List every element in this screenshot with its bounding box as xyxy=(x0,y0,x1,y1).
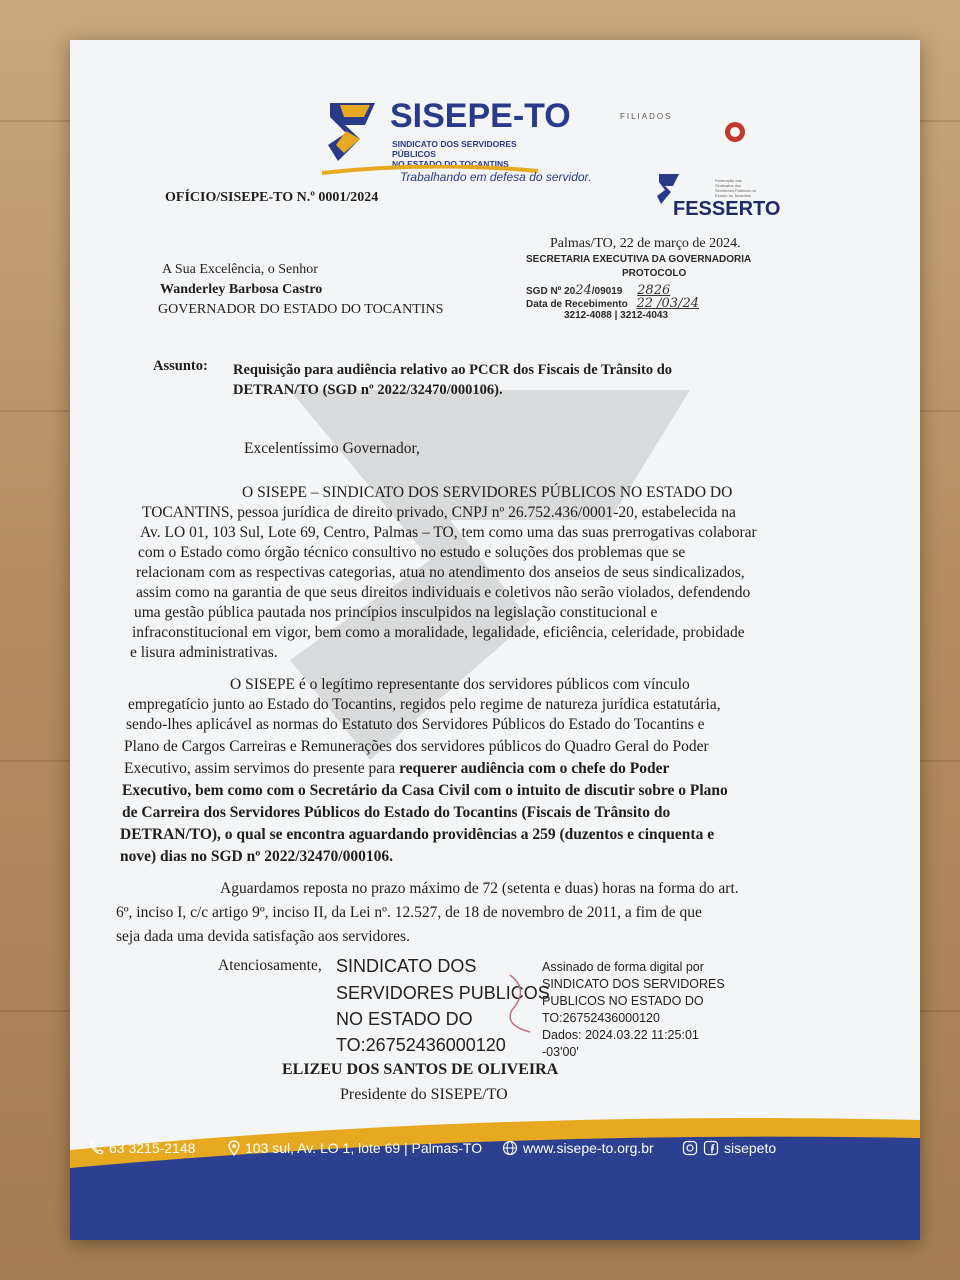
p3-line: 6º, inciso I, c/c artigo 9º, inciso II, da Lei nº. 12.527, de 18 de novembro de 2011, a fim de que xyxy=(116,904,702,921)
handwritten-signature-icon xyxy=(500,970,540,1040)
footer-phone xyxy=(90,1140,195,1156)
stamp-line-1: SECRETARIA EXECUTIVA DA GOVERNADORIA xyxy=(526,254,752,265)
footer-address xyxy=(228,1140,482,1156)
closing: Atenciosamente, xyxy=(218,957,322,974)
tagline: Trabalhando em defesa do servidor. xyxy=(400,170,592,184)
recipient-line-1: A Sua Excelência, o Senhor xyxy=(162,262,318,277)
signature-right-line: Assinado de forma digital por xyxy=(542,960,704,974)
signer-name: ELIZEU DOS SANTOS DE OLIVEIRA xyxy=(282,1061,559,1078)
p2-bold-line: nove) dias no SGD nº 2022/32470/000106. xyxy=(120,848,393,865)
stamp-sgd-number: 2826 xyxy=(637,283,671,298)
signature-right-line: SINDICATO DOS SERVIDORES xyxy=(542,977,725,991)
subject-label: Assunto: xyxy=(153,358,208,374)
footer-website[interactable] xyxy=(502,1140,654,1156)
p1-line: O SISEPE – SINDICATO DOS SERVIDORES PÚBLICOS NO ESTADO DO xyxy=(242,484,733,501)
org-name: SISEPE-TO xyxy=(390,97,571,135)
p2-line-5 xyxy=(124,760,669,778)
p2-bold-line: de Carreira dos Servidores Públicos do Estado do Tocantins (Fiscais de Trânsito do xyxy=(122,804,671,821)
fesserto-name: FESSERTO xyxy=(673,198,781,220)
oficio-number: OFÍCIO/SISEPE-TO N.º 0001/2024 xyxy=(165,190,379,205)
stamp-date-value: 22 /03/24 xyxy=(636,296,700,311)
filiados-label: FILIADOS xyxy=(620,112,673,121)
facebook-icon xyxy=(703,1140,719,1156)
p2-line-5-normal: Executivo, assim servimos do presente para xyxy=(124,760,400,777)
signature-right-line: Dados: 2024.03.22 11:25:01 xyxy=(542,1028,699,1042)
footer-phone-text: 63 3215-2148 xyxy=(109,1140,196,1156)
signature-left-line: SINDICATO DOS xyxy=(336,956,477,976)
signature-right-line: -03'00' xyxy=(542,1045,579,1059)
p1-line: assim como na garantia de que seus direitos individuais e coletivos não serão violados, defendendo xyxy=(136,584,751,601)
org-subtitle-2: NO ESTADO DO TOCANTINS xyxy=(392,159,509,169)
globe-icon xyxy=(502,1140,518,1156)
p1-line: infraconstitucional em vigor, bem como a moralidade, legalidade, eficiência, celeridade, probidade xyxy=(132,624,745,641)
fesserto-description: Federação dos Sindicatos dos Servidores Públicos no Estado do Tocantins xyxy=(715,178,756,198)
subject-line-2: DETRAN/TO (SGD nº 2022/32470/000106). xyxy=(233,382,503,398)
sisepe-emblem-icon xyxy=(320,95,390,165)
signature-right-line: TO:26752436000120 xyxy=(542,1011,660,1025)
footer-website-text: www.sisepe-to.org.br xyxy=(523,1140,654,1156)
recipient-line-3: GOVERNADOR DO ESTADO DO TOCANTINS xyxy=(158,302,444,317)
recipient-line-2: Wanderley Barbosa Castro xyxy=(160,282,323,297)
footer-address-text: 103 sul, Av. LO 1, lote 69 | Palmas-TO xyxy=(245,1140,483,1156)
p2-line: sendo-lhes aplicável as normas do Estatuto dos Servidores Públicos do Estado do Tocantins e xyxy=(126,716,705,733)
signer-role: Presidente do SISEPE/TO xyxy=(340,1086,508,1103)
stamp-sgd-label: SGD Nº 20 xyxy=(526,286,576,297)
org-subtitle-1: SINDICATO DOS SERVIDORES PÚBLICOS xyxy=(392,139,517,159)
stamp-phones: 3212-4088 | 3212-4043 xyxy=(564,310,668,321)
date-place: Palmas/TO, 22 de março de 2024. xyxy=(550,236,741,251)
location-pin-icon xyxy=(228,1140,240,1156)
p1-line: Av. LO 01, 103 Sul, Lote 69, Centro, Palmas – TO, tem como uma das suas prerrogativas colaborar xyxy=(140,524,757,541)
stamp-date xyxy=(526,296,699,311)
stamp-date-label: Data de Recebimento xyxy=(526,299,628,310)
signature-left-line: NO ESTADO DO xyxy=(336,1009,473,1029)
stamp-line-2: PROTOCOLO xyxy=(622,268,687,279)
p1-line: relacionam com as respectivas categorias, atua no atendimento dos anseios de seus sindicalizados, xyxy=(136,564,745,581)
footer-contacts xyxy=(90,1140,920,1170)
phone-icon xyxy=(90,1141,104,1155)
stamp-sgd-mid: /09019 xyxy=(591,286,623,297)
p2-bold-line: DETRAN/TO), o qual se encontra aguardando providências a 259 (duzentos e cinquenta e xyxy=(120,826,715,843)
p3-line: Aguardamos reposta no prazo máximo de 72 (setenta e duas) horas na forma do art. xyxy=(220,880,739,897)
fesserto-logo xyxy=(655,140,781,225)
p2-line: O SISEPE é o legítimo representante dos servidores públicos com vínculo xyxy=(230,676,690,693)
signature-left-line: SERVIDORES PUBLICOS xyxy=(336,983,550,1003)
p2-line: empregatício junto ao Estado do Tocantins, regidos pelo regime de natureza jurídica estatutária, xyxy=(128,696,721,713)
p1-line: com o Estado como órgão técnico consultivo no estudo e soluções dos problemas que se xyxy=(138,544,686,561)
p1-line: uma gestão pública pautada nos princípios insculpidos na legislação constitucional e xyxy=(134,604,658,621)
p2-bold-line: Executivo, bem como com o Secretário da Casa Civil com o intuito de discutir sobre o Plano xyxy=(122,782,728,799)
signature-right-line: PUBLICOS NO ESTADO DO xyxy=(542,994,704,1008)
signature-left-line: TO:26752436000120 xyxy=(336,1035,506,1055)
footer-social-text: sisepeto xyxy=(724,1140,777,1156)
subject-line-1: Requisição para audiência relativo ao PCCR dos Fiscais de Trânsito do xyxy=(233,362,673,378)
document-page xyxy=(70,40,920,1240)
instagram-icon xyxy=(682,1140,698,1156)
p1-line: TOCANTINS, pessoa jurídica de direito privado, CNPJ nº 26.752.436/0001-20, estabelecida na xyxy=(142,504,736,521)
salutation: Excelentíssimo Governador, xyxy=(244,440,420,457)
p2-line: Plano de Cargos Carreiras e Remunerações dos servidores públicos do Quadro Geral do Poder xyxy=(124,738,709,755)
p1-line: e lisura administrativas. xyxy=(130,644,278,661)
stamp-sgd-year: 24 xyxy=(575,283,592,298)
p2-line-5-bold: requerer audiência com o chefe do Poder xyxy=(399,760,670,777)
p3-line: seja dada uma devida satisfação aos servidores. xyxy=(116,928,410,945)
footer-social[interactable] xyxy=(682,1140,776,1156)
